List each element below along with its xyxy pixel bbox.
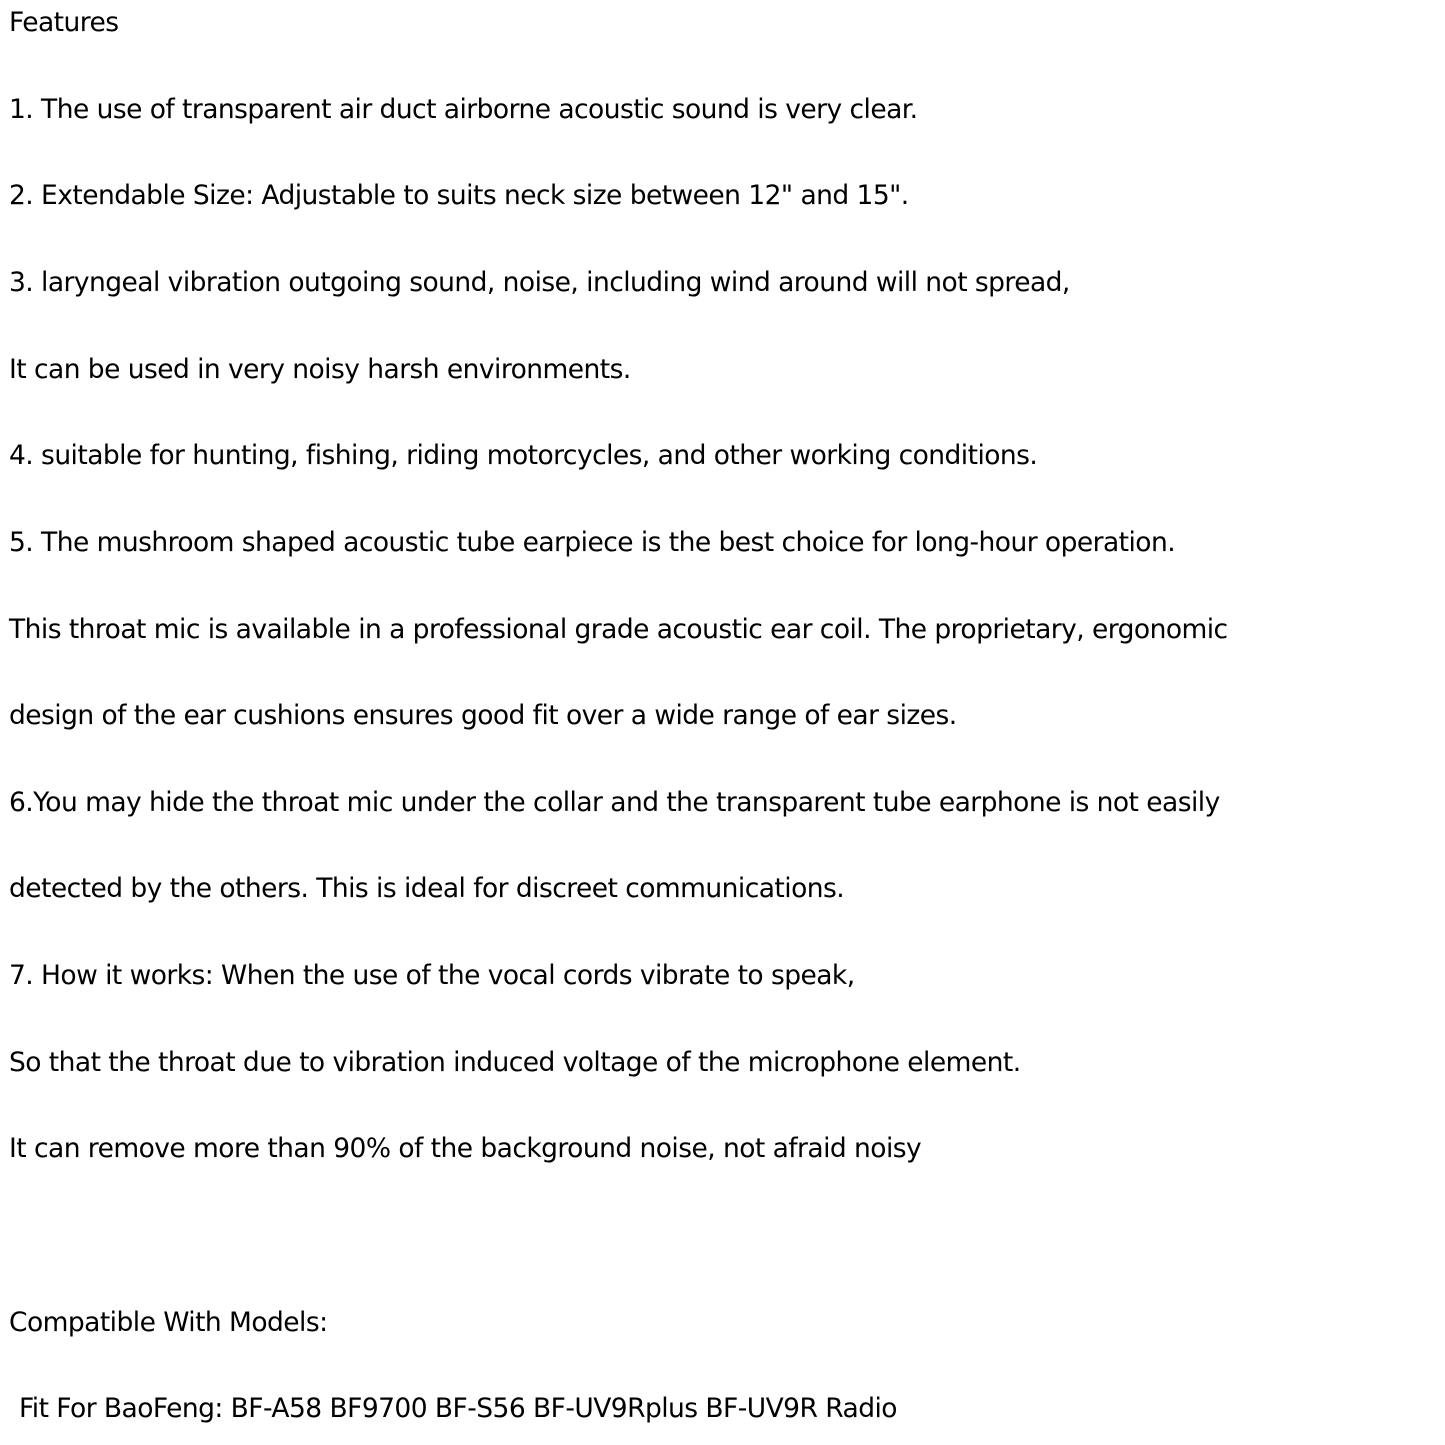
features-heading: Features [9,7,119,38]
feature-line-5: 5. The mushroom shaped acoustic tube earpiece is the best choice for long-hour operation. [9,527,1176,558]
feature-line-6-cont: detected by the others. This is ideal for discreet communications. [9,873,845,904]
feature-line-5-cont-a: This throat mic is available in a professional grade acoustic ear coil. The proprietary, ergonomic [9,614,1228,645]
feature-line-4: 4. suitable for hunting, fishing, riding motorcycles, and other working conditions. [9,440,1038,471]
compatible-heading: Compatible With Models: [9,1307,328,1338]
feature-line-1: 1. The use of transparent air duct airborne acoustic sound is very clear. [9,94,918,125]
feature-line-3: 3. laryngeal vibration outgoing sound, noise, including wind around will not spread, [9,267,1070,298]
feature-line-7-cont-b: It can remove more than 90% of the background noise, not afraid noisy [9,1133,922,1164]
feature-line-7: 7. How it works: When the use of the vocal cords vibrate to speak, [9,960,855,991]
feature-line-7-cont-a: So that the throat due to vibration induced voltage of the microphone element. [9,1047,1021,1078]
feature-line-6: 6.You may hide the throat mic under the collar and the transparent tube earphone is not easily [9,787,1220,818]
feature-line-3-cont: It can be used in very noisy harsh environments. [9,354,631,385]
feature-line-5-cont-b: design of the ear cushions ensures good fit over a wide range of ear sizes. [9,700,957,731]
compatible-models: Fit For BaoFeng: BF-A58 BF9700 BF-S56 BF-UV9Rplus BF-UV9R Radio [19,1393,897,1424]
feature-line-2: 2. Extendable Size: Adjustable to suits neck size between 12" and 15". [9,180,909,211]
